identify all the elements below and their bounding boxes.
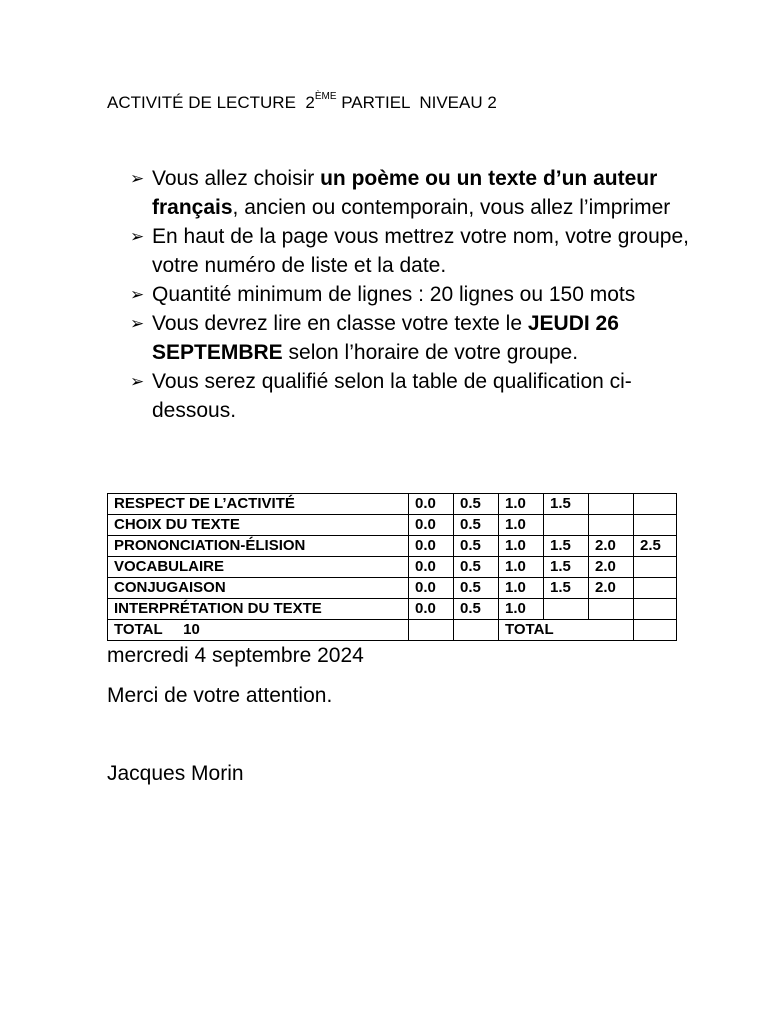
criterion-cell: CHOIX DU TEXTE [108,515,409,536]
title-superscript: ÈME [314,91,337,102]
score-cell: 0.5 [454,578,499,599]
list-item [130,309,690,367]
thanks-text: Merci de votre attention. [107,684,333,707]
arrow-bullet-icon: ➢ [130,227,145,246]
score-cell: 2.5 [634,536,677,557]
score-cell: 2.0 [589,557,634,578]
total-label-cell: TOTAL 10 [108,620,409,641]
table-row [108,557,677,578]
table-row [108,515,677,536]
title-part1: ACTIVITÉ DE LECTURE 2 [107,93,315,112]
score-cell: 1.0 [499,599,544,620]
signature-text: Jacques Morin [107,762,244,785]
score-cell [454,620,499,641]
score-cell [589,494,634,515]
score-cell [634,557,677,578]
score-cell [589,599,634,620]
score-cell: 0.0 [409,578,454,599]
total-label-cell: TOTAL [499,620,634,641]
total-row [108,620,677,641]
list-item-text: En haut de la page vous mettrez votre nom, votre groupe, votre numéro de liste et la date. [152,225,689,277]
score-cell: 0.5 [454,515,499,536]
score-cell: 0.5 [454,494,499,515]
score-cell: 1.5 [544,557,589,578]
score-cell: 0.5 [454,599,499,620]
score-cell: 1.5 [544,578,589,599]
score-cell: 1.0 [499,536,544,557]
criterion-cell: CONJUGAISON [108,578,409,599]
score-cell: 0.0 [409,599,454,620]
list-item-text: Vous serez qualifié selon la table de qualification ci-dessous. [152,370,632,422]
grading-table [107,493,677,641]
score-cell [634,578,677,599]
arrow-bullet-icon: ➢ [130,372,145,391]
table-row [108,494,677,515]
score-cell: 2.0 [589,536,634,557]
score-cell: 0.0 [409,536,454,557]
instruction-list [130,164,690,425]
score-cell [589,515,634,536]
score-cell [634,515,677,536]
score-cell [409,620,454,641]
arrow-bullet-icon: ➢ [130,169,145,188]
list-item-text: Quantité minimum de lignes : 20 lignes ou 150 mots [152,283,636,306]
criterion-cell: VOCABULAIRE [108,557,409,578]
score-cell: 1.0 [499,515,544,536]
list-item [130,367,690,425]
criterion-cell: INTERPRÉTATION DU TEXTE [108,599,409,620]
list-item [130,280,690,309]
score-cell: 0.5 [454,557,499,578]
score-cell: 1.0 [499,494,544,515]
score-cell [634,494,677,515]
score-cell: 0.5 [454,536,499,557]
criterion-cell: PRONONCIATION-ÉLISION [108,536,409,557]
score-cell: 1.5 [544,494,589,515]
score-cell [544,599,589,620]
list-item [130,164,690,222]
list-item-text: Vous allez choisir un poème ou un texte d’un auteur français, ancien ou contemporain, vous allez l’imprimer [152,167,671,219]
arrow-bullet-icon: ➢ [130,314,145,333]
title-part2: PARTIEL NIVEAU 2 [336,93,497,112]
score-cell: 0.0 [409,557,454,578]
date-text: mercredi 4 septembre 2024 [107,644,364,667]
score-cell: 1.5 [544,536,589,557]
score-cell: 1.0 [499,557,544,578]
score-cell: 0.0 [409,494,454,515]
score-cell: 2.0 [589,578,634,599]
table-row [108,536,677,557]
score-cell [544,515,589,536]
list-item-text: Vous devrez lire en classe votre texte le JEUDI 26 SEPTEMBRE selon l’horaire de votre groupe. [152,312,619,364]
score-cell [634,599,677,620]
document-title [107,93,497,113]
score-cell: 0.0 [409,515,454,536]
list-item [130,222,690,280]
criterion-cell: RESPECT DE L’ACTIVITÉ [108,494,409,515]
table-row [108,578,677,599]
table-row [108,599,677,620]
score-cell [634,620,677,641]
arrow-bullet-icon: ➢ [130,285,145,304]
score-cell: 1.0 [499,578,544,599]
